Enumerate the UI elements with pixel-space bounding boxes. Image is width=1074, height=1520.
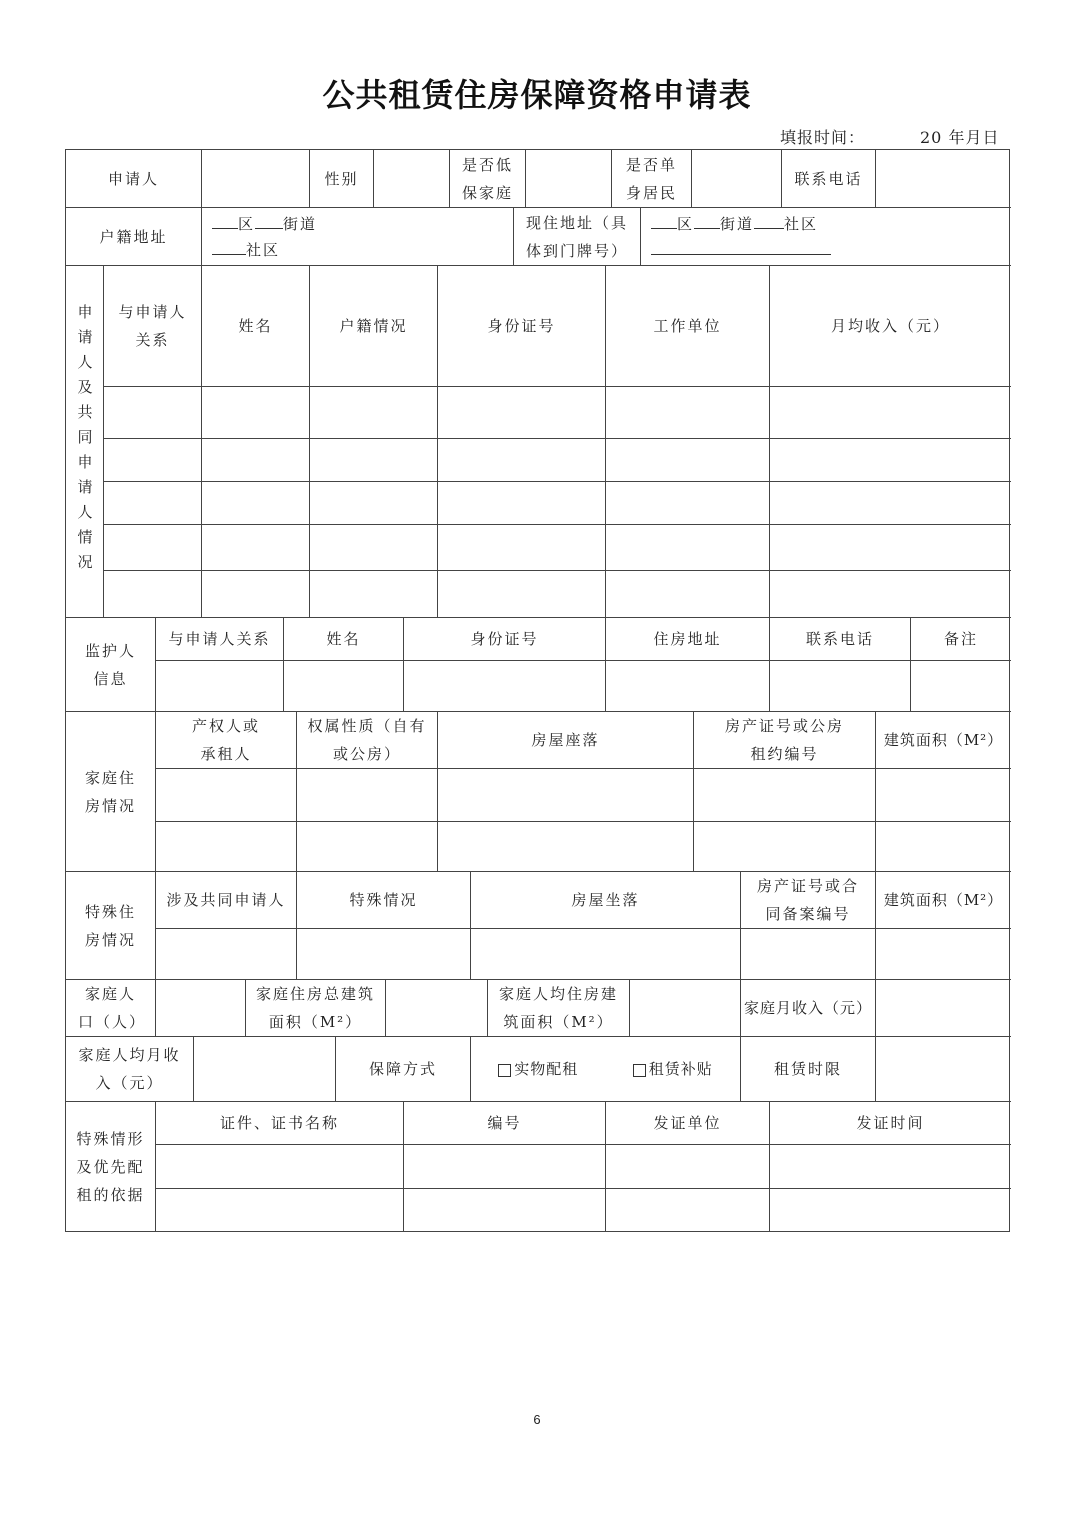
- table-cell[interactable]: [694, 769, 876, 822]
- members-header-relation: 与申请人关系: [104, 266, 202, 387]
- applicant-input[interactable]: [202, 150, 310, 208]
- district-suffix: 区: [677, 214, 695, 233]
- table-cell[interactable]: [156, 1145, 404, 1189]
- table-cell[interactable]: [606, 525, 770, 571]
- table-cell[interactable]: [297, 822, 438, 872]
- table-cell[interactable]: [104, 571, 202, 618]
- family-housing-header-nature: 权属性质（自有或公房）: [297, 712, 438, 769]
- members-header-id: 身份证号: [438, 266, 606, 387]
- checkbox-icon[interactable]: [633, 1064, 646, 1077]
- members-section-label: 申请人及共同申请人情况: [66, 266, 104, 618]
- guardian-header-phone: 联系电话: [770, 618, 911, 661]
- table-cell[interactable]: [770, 482, 1011, 525]
- table-cell[interactable]: [104, 439, 202, 482]
- table-cell[interactable]: [297, 769, 438, 822]
- hukou-address-label: 户籍地址: [66, 208, 202, 266]
- priority-header-date: 发证时间: [770, 1102, 1011, 1145]
- phone-label: 联系电话: [782, 150, 876, 208]
- low-income-label: 是否低保家庭: [450, 150, 526, 208]
- table-cell[interactable]: [606, 661, 770, 712]
- members-header-name: 姓名: [202, 266, 310, 387]
- guardian-header-relation: 与申请人关系: [156, 618, 284, 661]
- table-cell[interactable]: [911, 661, 1011, 712]
- table-cell[interactable]: [202, 571, 310, 618]
- guardian-section-label: 监护人信息: [66, 618, 156, 712]
- table-cell[interactable]: [606, 482, 770, 525]
- table-cell[interactable]: [741, 929, 876, 980]
- lease-term-label: 租赁时限: [741, 1037, 876, 1102]
- members-header-employer: 工作单位: [606, 266, 770, 387]
- community-suffix: 社区: [784, 214, 819, 233]
- table-cell[interactable]: [606, 571, 770, 618]
- members-header-income: 月均收入（元）: [770, 266, 1011, 387]
- single-label: 是否单身居民: [612, 150, 692, 208]
- checkbox-icon[interactable]: [498, 1064, 511, 1077]
- fill-date: [780, 125, 1000, 148]
- members-header-hukou: 户籍情况: [310, 266, 438, 387]
- street-suffix: 街道: [283, 214, 318, 233]
- table-cell[interactable]: [438, 439, 606, 482]
- table-cell[interactable]: [770, 1189, 1011, 1231]
- population-label: 家庭人口（人）: [66, 980, 156, 1037]
- priority-header-cert-name: 证件、证书名称: [156, 1102, 404, 1145]
- table-cell[interactable]: [310, 525, 438, 571]
- district-suffix: 区: [238, 214, 256, 233]
- guardian-header-id: 身份证号: [404, 618, 606, 661]
- table-cell[interactable]: [770, 661, 911, 712]
- page-title: 公共租赁住房保障资格申请表: [322, 76, 752, 114]
- table-cell[interactable]: [156, 929, 297, 980]
- table-cell[interactable]: [876, 769, 1011, 822]
- special-housing-header-location: 房屋坐落: [471, 872, 741, 929]
- table-cell[interactable]: [297, 929, 471, 980]
- table-cell[interactable]: [404, 661, 606, 712]
- table-cell[interactable]: [310, 387, 438, 439]
- table-cell[interactable]: [606, 1189, 770, 1231]
- special-housing-header-cert: 房产证号或合同备案编号: [741, 872, 876, 929]
- table-cell[interactable]: [104, 387, 202, 439]
- table-cell[interactable]: [770, 1145, 1011, 1189]
- table-cell[interactable]: [606, 387, 770, 439]
- table-cell[interactable]: [156, 1189, 404, 1231]
- table-cell[interactable]: [438, 482, 606, 525]
- table-cell[interactable]: [438, 571, 606, 618]
- special-housing-section-label: 特殊住房情况: [66, 872, 156, 980]
- table-cell[interactable]: [606, 1145, 770, 1189]
- fill-date-value: 20 年月日: [920, 128, 1000, 147]
- table-cell[interactable]: [438, 769, 694, 822]
- guarantee-method-options: [471, 1037, 741, 1102]
- table-cell[interactable]: [156, 661, 284, 712]
- table-cell[interactable]: [404, 1189, 606, 1231]
- per-capita-area-input[interactable]: [630, 980, 741, 1037]
- special-housing-header-coapplicant: 涉及共同申请人: [156, 872, 297, 929]
- fill-date-label: 填报时间：: [780, 128, 866, 147]
- total-area-input[interactable]: [386, 980, 488, 1037]
- table-cell[interactable]: [310, 482, 438, 525]
- per-capita-income-input[interactable]: [194, 1037, 336, 1102]
- applicant-label: 申请人: [66, 150, 202, 208]
- option-physical-allocation[interactable]: 实物配租: [498, 1055, 578, 1083]
- low-income-input[interactable]: [526, 150, 612, 208]
- family-housing-header-location: 房屋座落: [438, 712, 694, 769]
- current-address-input[interactable]: [641, 208, 1011, 266]
- guarantee-method-label: 保障方式: [336, 1037, 471, 1102]
- street-suffix: 街道: [720, 214, 755, 233]
- single-input[interactable]: [692, 150, 782, 208]
- table-cell[interactable]: [770, 571, 1011, 618]
- family-housing-header-area: 建筑面积（M²）: [876, 712, 1011, 769]
- table-cell[interactable]: [310, 439, 438, 482]
- gender-input[interactable]: [374, 150, 450, 208]
- table-cell[interactable]: [471, 929, 741, 980]
- hukou-address-input[interactable]: [202, 208, 514, 266]
- table-cell[interactable]: [770, 525, 1011, 571]
- table-cell[interactable]: [284, 661, 404, 712]
- table-cell[interactable]: [156, 769, 297, 822]
- page-number: 6: [533, 1412, 541, 1427]
- per-capita-income-label: 家庭人均月收入（元）: [66, 1037, 194, 1102]
- family-housing-header-owner: 产权人或承租人: [156, 712, 297, 769]
- table-cell[interactable]: [202, 387, 310, 439]
- phone-input[interactable]: [876, 150, 1011, 208]
- table-cell[interactable]: [202, 439, 310, 482]
- application-form-table: [65, 149, 1010, 1232]
- current-address-label: 现住地址（具体到门牌号）: [514, 208, 641, 266]
- table-cell[interactable]: [438, 822, 694, 872]
- table-cell[interactable]: [770, 387, 1011, 439]
- table-cell[interactable]: [438, 387, 606, 439]
- table-cell[interactable]: [876, 929, 1011, 980]
- table-cell[interactable]: [202, 482, 310, 525]
- population-input[interactable]: [156, 980, 246, 1037]
- total-area-label: 家庭住房总建筑面积（M²）: [246, 980, 386, 1037]
- table-cell[interactable]: [104, 525, 202, 571]
- special-housing-header-area: 建筑面积（M²）: [876, 872, 1011, 929]
- table-cell[interactable]: [202, 525, 310, 571]
- monthly-income-input[interactable]: [876, 980, 1011, 1037]
- community-suffix: 社区: [246, 240, 281, 259]
- table-cell[interactable]: [438, 525, 606, 571]
- monthly-income-label: 家庭月收入（元）: [741, 980, 876, 1037]
- option-rental-subsidy[interactable]: 租赁补贴: [633, 1055, 713, 1083]
- guardian-header-address: 住房地址: [606, 618, 770, 661]
- table-cell[interactable]: [606, 439, 770, 482]
- priority-header-number: 编号: [404, 1102, 606, 1145]
- per-capita-area-label: 家庭人均住房建筑面积（M²）: [488, 980, 630, 1037]
- table-cell[interactable]: [404, 1145, 606, 1189]
- gender-label: 性别: [310, 150, 374, 208]
- table-cell[interactable]: [876, 822, 1011, 872]
- guardian-header-remarks: 备注: [911, 618, 1011, 661]
- table-cell[interactable]: [104, 482, 202, 525]
- table-cell[interactable]: [156, 822, 297, 872]
- guardian-header-name: 姓名: [284, 618, 404, 661]
- family-housing-section-label: 家庭住房情况: [66, 712, 156, 872]
- priority-section-label: 特殊情形及优先配租的依据: [66, 1102, 156, 1231]
- lease-term-input[interactable]: [876, 1037, 1011, 1102]
- family-housing-header-cert: 房产证号或公房租约编号: [694, 712, 876, 769]
- priority-header-issuer: 发证单位: [606, 1102, 770, 1145]
- table-cell[interactable]: [694, 822, 876, 872]
- table-cell[interactable]: [770, 439, 1011, 482]
- table-cell[interactable]: [310, 571, 438, 618]
- special-housing-header-situation: 特殊情况: [297, 872, 471, 929]
